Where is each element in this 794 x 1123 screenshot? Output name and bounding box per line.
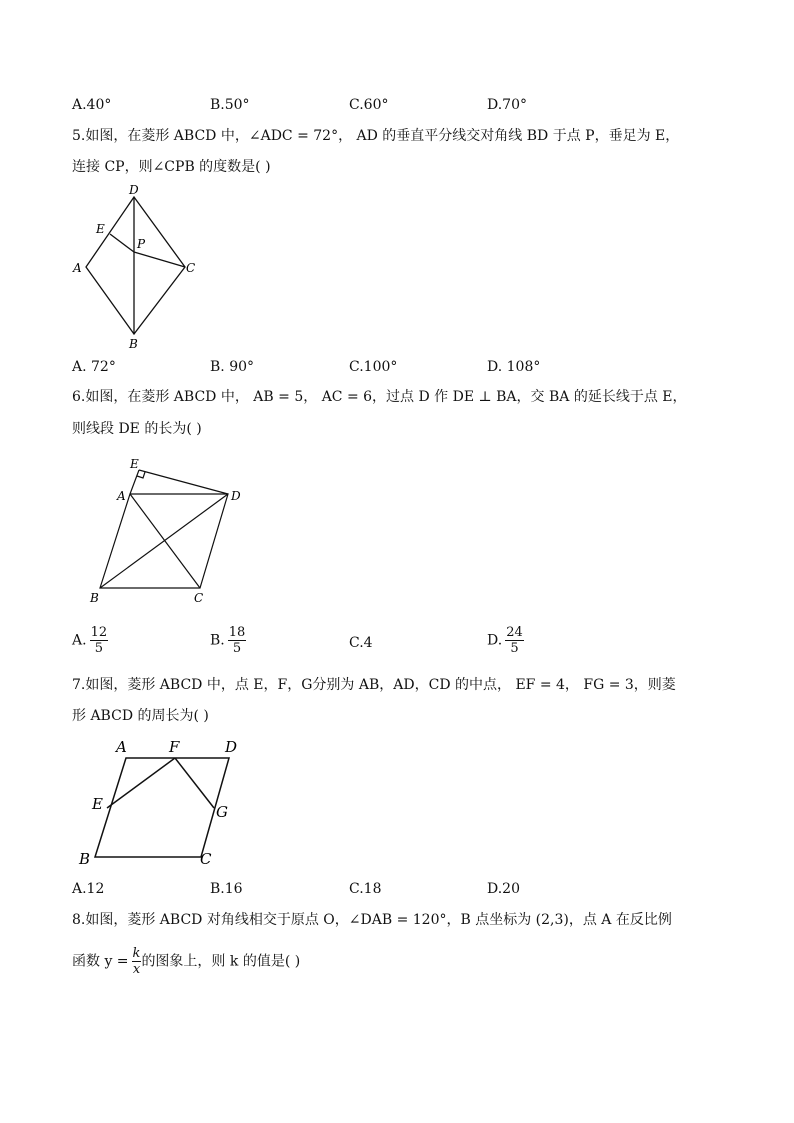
q6-option-a: A. $\frac{12}{5}$ bbox=[72, 625, 108, 656]
q6-option-c: C.4 bbox=[349, 635, 373, 651]
q6-diagonal-bd bbox=[100, 494, 228, 588]
q7-option-b: B.16 bbox=[210, 881, 243, 897]
q6-stem-line1: 6.如图，在菱形 ABCD 中， AB = 5， AC = 6，过点 D 作 DE ⊥ BA，交 BA 的延长线于点 E， bbox=[72, 389, 687, 405]
q7-stem-line1: 7.如图，菱形 ABCD 中，点 E，F，G分别为 AB，AD，CD 的中点， EF = 4， FG = 3，则菱 bbox=[72, 677, 676, 693]
q4-option-d: D.70° bbox=[487, 97, 527, 113]
q6-label-a: A bbox=[117, 489, 126, 503]
q7-rhombus-outline bbox=[95, 758, 229, 857]
q7-label-g: G bbox=[216, 803, 228, 821]
q5-option-c: C.100° bbox=[349, 359, 398, 375]
q4-option-c: C.60° bbox=[349, 97, 389, 113]
q5-perpendicular-bisector bbox=[110, 234, 134, 252]
q6-label-e: E bbox=[130, 457, 139, 471]
q7-label-d: D bbox=[225, 738, 238, 756]
q7-label-f: F bbox=[169, 738, 180, 756]
q7-label-a: A bbox=[116, 738, 127, 756]
q6-option-d: D. $\frac{24}{5}$ bbox=[487, 625, 523, 656]
q6-label-b: B bbox=[90, 591, 99, 605]
q5-label-c: C bbox=[186, 261, 196, 275]
q6-option-b: B. $\frac{18}{5}$ bbox=[210, 625, 246, 656]
q7-segment-ef bbox=[107, 758, 175, 808]
q7-option-c: C.18 bbox=[349, 881, 382, 897]
q7-label-b: B bbox=[79, 850, 91, 868]
q6-rhombus-figure bbox=[82, 452, 257, 608]
q5-option-d: D. 108° bbox=[487, 359, 541, 375]
q4-option-a: A.40° bbox=[72, 97, 112, 113]
q6-label-c: C bbox=[194, 591, 204, 605]
q5-label-e: E bbox=[96, 222, 105, 236]
q5-segment-cp bbox=[134, 252, 185, 267]
q6-extension-ba bbox=[130, 470, 139, 494]
q5-label-b: B bbox=[129, 337, 138, 351]
q5-label-d: D bbox=[129, 183, 139, 197]
q8-stem-line1: 8.如图，菱形 ABCD 对角线相交于原点 O，∠DAB = 120°，B 点坐标为 (2,3)，点 A 在反比例 bbox=[72, 912, 672, 928]
q7-option-d: D.20 bbox=[487, 881, 520, 897]
q6-stem-line2: 则线段 DE 的长为( ) bbox=[72, 421, 202, 437]
q8-stem-line2: 函数 y = $\frac{k}{x}$ 的图象上，则 k 的值是( ) bbox=[72, 946, 301, 977]
q4-option-b: B.50° bbox=[210, 97, 250, 113]
q6-label-d: D bbox=[231, 489, 241, 503]
q5-label-p: P bbox=[137, 237, 146, 251]
q5-option-a: A. 72° bbox=[72, 359, 116, 375]
q5-stem-line1: 5.如图，在菱形 ABCD 中，∠ADC = 72°， AD 的垂直平分线交对角线 BD 于点 P，垂足为 E， bbox=[72, 128, 680, 144]
q5-label-a: A bbox=[73, 261, 82, 275]
q7-segment-fg bbox=[175, 758, 214, 808]
q7-option-a: A.12 bbox=[72, 881, 105, 897]
q6-segment-de bbox=[139, 470, 228, 494]
q5-option-b: B. 90° bbox=[210, 359, 255, 375]
q7-rhombus-figure bbox=[74, 736, 249, 872]
q5-stem-line2: 连接 CP，则∠CPB 的度数是( ) bbox=[72, 159, 271, 175]
q5-rhombus-outline bbox=[86, 197, 185, 334]
q7-stem-line2: 形 ABCD 的周长为( ) bbox=[72, 708, 209, 724]
q7-label-e: E bbox=[92, 795, 103, 813]
q7-label-c: C bbox=[200, 850, 212, 868]
q5-rhombus-figure bbox=[66, 180, 216, 352]
